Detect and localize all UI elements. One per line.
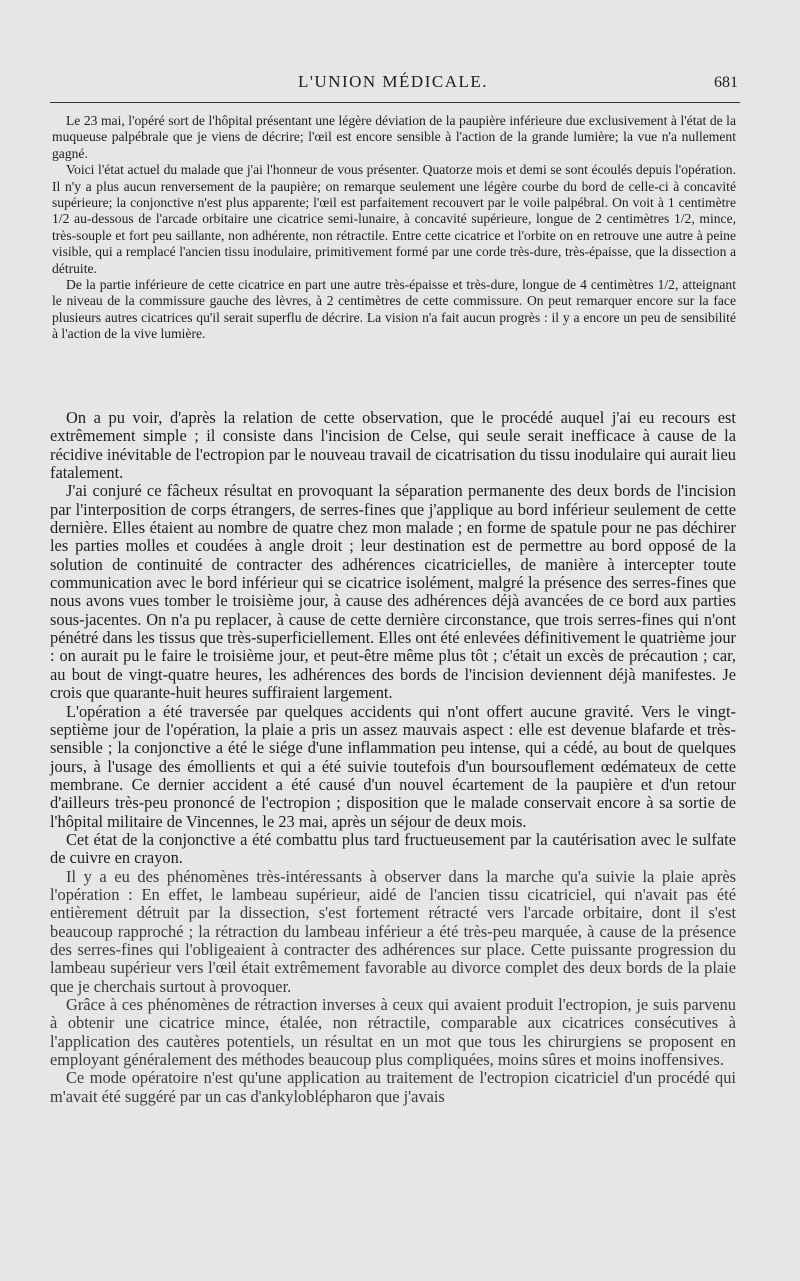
discussion-paragraph: L'opération a été traversée par quelques accidents qui n'ont offert aucune gravité. Vers le vingt-septième jour de l'opération, la plaie a pris un assez mauvais aspect : elle est devenue blafarde et très-sensible ; la conjonctive a été le siége d'une inflammation peu intense, qui a cédé, au bout de quelques jours, à l'usage des émollients et qui a été suivie toutefois d'un boursouflement œdémateux de cette membrane. Ce dernier accident a été causé d'un nouvel écartement de la paupière et d'un retour d'ailleurs très-peu prononcé de l'ectropion ; disposition que le malade conservait encore à sa sortie de l'hôpital militaire de Vincennes, le 23 mai, après un séjour de deux mois. xyxy=(50,701,736,831)
case-report-section xyxy=(52,113,736,343)
discussion-paragraph: Ce mode opératoire n'est qu'une application au traitement de l'ectropion cicatriciel d'un procédé qui m'avait été suggéré par un cas d'ankyloblépharon que j'avais xyxy=(50,1068,736,1106)
case-paragraph: Le 23 mai, l'opéré sort de l'hôpital présentant une légère déviation de la paupière inférieure due exclusivement à l'état de la muqueuse palpébrale que je viens de décrire; l'œil est encore sensible à l'action de la grande lumière; la vue n'a nullement gagné. xyxy=(52,113,736,161)
running-title: L'UNION MÉDICALE. xyxy=(297,72,489,91)
discussion-paragraph: Il y a eu des phénomènes très-intéressants à observer dans la marche qu'a suivie la plaie après l'opération : En effet, le lambeau supérieur, aidé de l'ancien tissu cicatriciel, qui n'avait pas été entièrement détruit par la dissection, s'est fortement rétracté vers l'arcade orbitaire, dont il s'est beaucoup rapproché ; la rétraction du lambeau inférieur a été très-peu marquée, à cause de la présence des serres-fines qui l'obligeaient à contracter des adhérences sur place. Cette puissante progression du lambeau supérieur vers l'œil était extrêmement favorable au divorce complet des deux bords de la plaie que je cherchais surtout à provoquer. xyxy=(50,866,736,996)
page-header xyxy=(48,72,738,98)
case-paragraph: De la partie inférieure de cette cicatrice en part une autre très-épaisse et très-dure, longue de 4 centimètres 1/2, atteignant le niveau de la commissure gauche des lèvres, à 2 centimètres de cette commissure. On peut remarquer encore sur la face plusieurs autres cicatrices qu'il serait superflu de décrire. La vision n'a fait aucun progrès : il y a encore un peu de sensibilité à l'action de la vive lumière. xyxy=(52,277,736,342)
discussion-paragraph: J'ai conjuré ce fâcheux résultat en provoquant la séparation permanente des deux bords de l'incision par l'interposition de corps étrangers, de serres-fines que j'applique au bord inférieur seulement de cette dernière. Elles étaient au nombre de quatre chez mon malade ; en forme de spatule pour ne pas déchirer les parties molles et coudées à angle droit ; leur destination est de permettre au bord opposé de la solution de continuité de contracter des adhérences cicatricielles, de manière à intercepter toute communication avec le bord inférieur qui se cicatrice isolément, malgré la présence des serres-fines que nous avons vues tomber le troisième jour, à cause des adhérences déjà avancées de ce bord aux parties sous-jacentes. On n'a pu replacer, à cause de cette dernière circonstance, que trois serres-fines qui n'ont pénétré dans les tissus que très-superficiellement. Elles ont été enlevées définitivement le quatrième jour : on aurait pu le faire le troisième jour, et peut-être même plus tôt ; c'était un excès de précaution ; car, au bout de vingt-quatre heures, les adhérences des bords de l'incision deviennent déjà manifestes. Je crois que quarante-huit heures suffiraient largement. xyxy=(50,481,736,703)
header-rule xyxy=(50,102,740,103)
discussion-section xyxy=(50,409,736,1106)
discussion-paragraph: Grâce à ces phénomènes de rétraction inverses à ceux qui avaient produit l'ectropion, je suis parvenu à obtenir une cicatrice mince, étalée, non rétractile, comparable aux cicatrices consécutives à l'application des cautères potentiels, un résultat en un mot que tous les chirurgiens se proposent en employant généralement des méthodes beaucoup plus compliquées, moins sûres et moins inoffensives. xyxy=(50,995,736,1070)
discussion-paragraph: On a pu voir, d'après la relation de cette observation, que le procédé auquel j'ai eu recours est extrêmement simple ; il consiste dans l'incision de Celse, qui seule serait inefficace à cause de la récidive inévitable de l'ectropion par le nouveau travail de cicatrisation du tissu inodulaire qui aurait lieu fatalement. xyxy=(50,408,736,483)
page-number: 681 xyxy=(714,74,738,91)
case-paragraph: Voici l'état actuel du malade que j'ai l'honneur de vous présenter. Quatorze mois et demi se sont écoulés depuis l'opération. Il n'y a plus aucun renversement de la paupière; on remarque seulement une légère courbe du bord de celle-ci à concavité supérieure; la conjonctive n'est plus apparente; l'œil est parfaitement recouvert par le voile palpébral. On voit à 1 centimètre 1/2 au-dessous de l'arcade orbitaire une cicatrice semi-lunaire, à concavité supérieure, longue de 2 centimètres 1/2, mince, très-souple et fort peu saillante, non adhérente, non rétractile. Entre cette cicatrice et l'orbite on en retrouve une autre à peine visible, qui a remplacé l'ancien tissu inodulaire, primitivement formé par une corde très-dure, très-épaisse, que la dissection a détruite. xyxy=(52,162,736,276)
discussion-paragraph: Cet état de la conjonctive a été combattu plus tard fructueusement par la cautérisation avec le sulfate de cuivre en crayon. xyxy=(50,829,736,868)
